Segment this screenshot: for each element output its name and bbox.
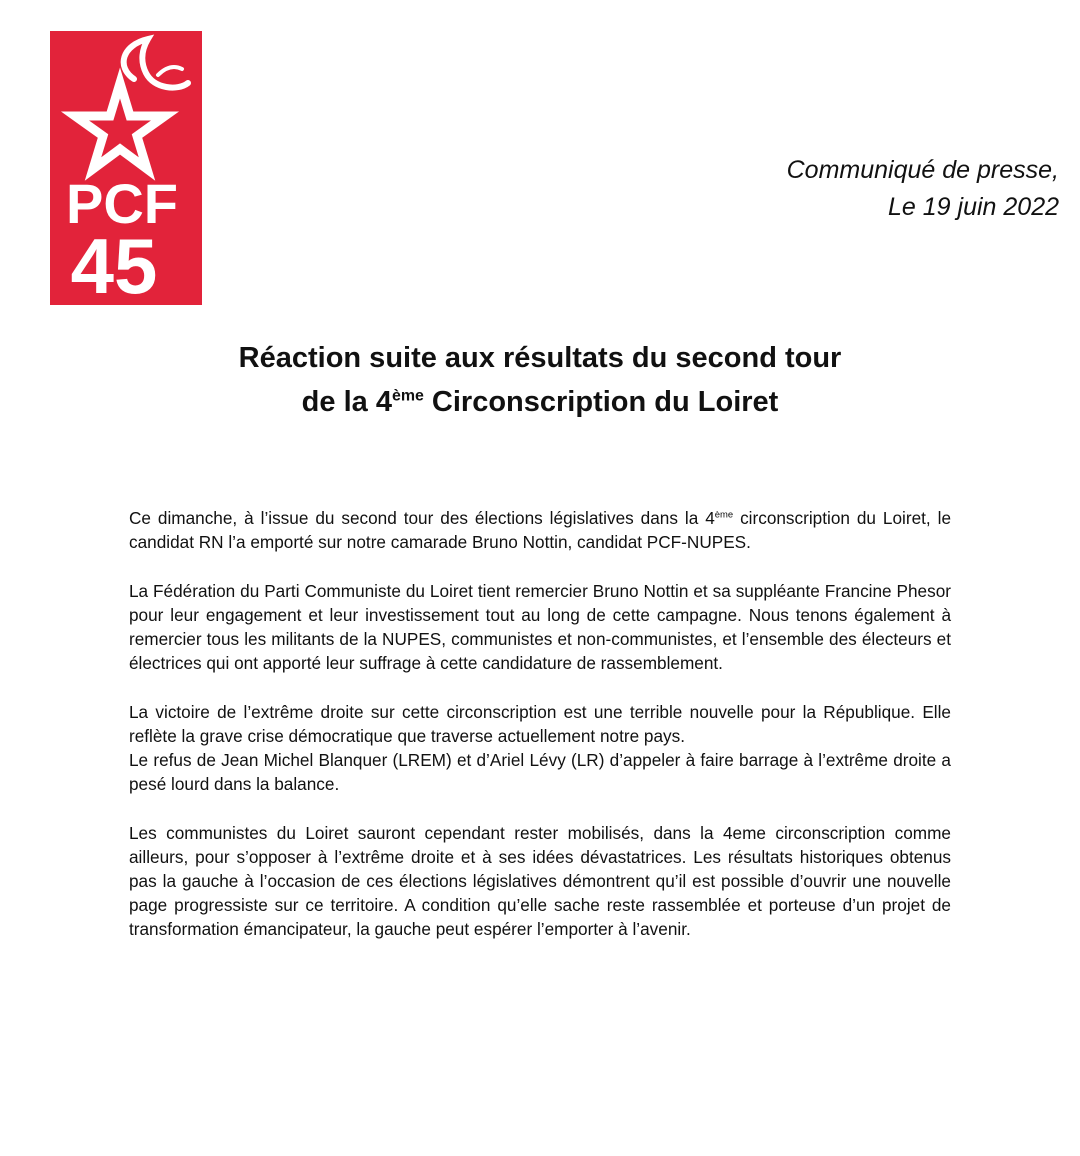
paragraph-2: La Fédération du Parti Communiste du Loiret tient remercier Bruno Nottin et sa suppléante Francine Phesor pour leur engagement et leur investissement tout au long de cette campagne. Nous tenons également à remercier tous les militants de la NUPES, communistes et non-communistes, et l’ensemble des électeurs et électrices qui ont apporté leur suffrage à cette candidature de rassemblement. [129,580,951,674]
paragraph-3 [129,700,951,797]
title-line-2 [0,380,1080,424]
pcf45-logo [50,31,202,305]
press-release-body [129,506,951,966]
press-release-date: Le 19 juin 2022 [888,193,1059,221]
paragraph-1-before: Ce dimanche, à l’issue du second tour des élections législatives dans la 4 [129,508,715,528]
paragraph-1-after: circonscription du Loiret, le candidat RN l’a emporté sur notre camarade Bruno Nottin, candidat PCF-NUPES. [129,508,951,553]
press-release-label: Communiqué de presse, [786,156,1059,184]
paragraph-3-line-2: Le refus de Jean Michel Blanquer (LREM) et d’Ariel Lévy (LR) d’appeler à faire barrage à l’extrême droite a pesé lourd dans la balance. [129,750,951,795]
paragraph-3-line-1: La victoire de l’extrême droite sur cette circonscription est une terrible nouvelle pour la République. Elle reflète la grave crise démocratique que traverse actuellement notre pays. [129,701,951,746]
title-line-1: Réaction suite aux résultats du second tour [238,342,842,374]
logo-text-pcf: PCF [66,172,178,235]
page-title [0,336,1080,424]
paragraph-1-sup: ème [714,509,734,521]
paragraph-1 [129,506,951,554]
press-release-dateline [787,152,1059,226]
title-line-2-after: Circonscription du Loiret [423,386,779,418]
paragraph-4: Les communistes du Loiret sauront cependant rester mobilisés, dans la 4eme circonscription comme ailleurs, pour s’opposer à l’extrême droite et à ses idées dévastatrices. Les résultats historiques obtenus pas la gauche à l’occasion de ces élections législatives démontrent qu’il est possible d’ouvrir une nouvelle page progressiste sur ce territoire. A condition qu’elle sache reste rassemblée et porteuse d’un projet de transformation émancipateur, la gauche peut espérer l’emporter à l’avenir. [129,822,951,940]
star-icon [75,83,165,169]
title-line-2-sup: ème [391,387,424,405]
title-line-2-before: de la 4 [301,386,392,418]
logo-text-45: 45 [70,222,158,305]
flame-icon [124,39,188,88]
logo-graphic [50,31,202,305]
